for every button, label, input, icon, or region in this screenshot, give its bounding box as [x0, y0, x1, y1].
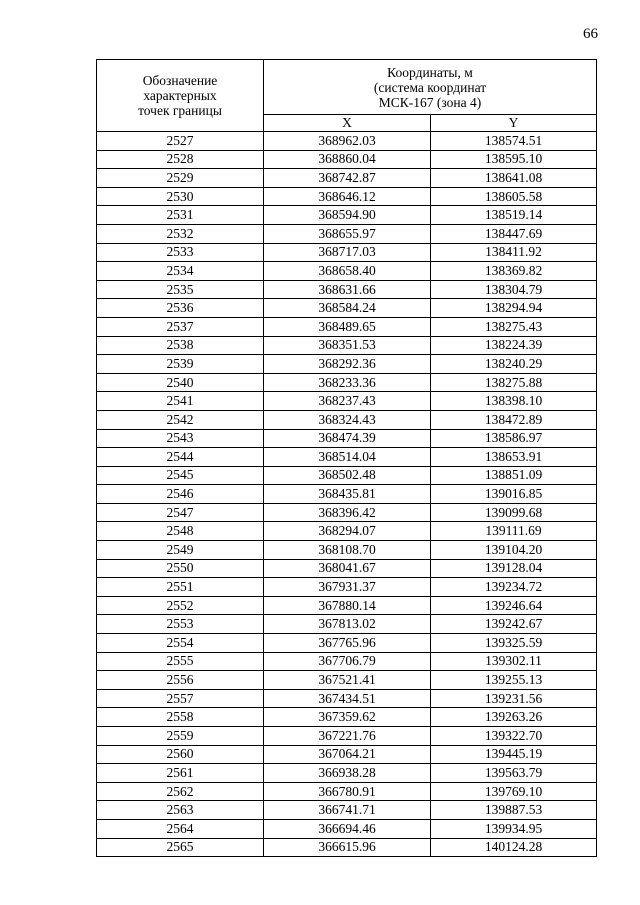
point-number-cell: 2544 [97, 448, 264, 467]
point-number-cell: 2557 [97, 689, 264, 708]
y-coordinate-cell: 139255.13 [431, 671, 597, 690]
coordinates-header [264, 60, 597, 115]
y-coordinate-cell: 139246.64 [431, 596, 597, 615]
point-number-cell: 2540 [97, 373, 264, 392]
point-number-cell: 2547 [97, 503, 264, 522]
y-coordinate-cell: 139302.11 [431, 652, 597, 671]
x-coordinate-cell: 368717.03 [264, 243, 431, 262]
y-coordinate-cell: 138605.58 [431, 187, 597, 206]
point-number-cell: 2528 [97, 150, 264, 169]
table-header [97, 60, 597, 132]
point-number-cell: 2549 [97, 541, 264, 560]
point-number-cell: 2548 [97, 522, 264, 541]
table-row [97, 689, 597, 708]
x-coordinate-cell: 368041.67 [264, 559, 431, 578]
point-number-cell: 2535 [97, 280, 264, 299]
y-coordinate-cell: 139111.69 [431, 522, 597, 541]
table-row [97, 392, 597, 411]
x-coordinate-cell: 368658.40 [264, 262, 431, 281]
designation-header [97, 60, 264, 132]
point-number-cell: 2546 [97, 485, 264, 504]
point-number-cell: 2561 [97, 764, 264, 783]
table-row [97, 429, 597, 448]
point-number-cell: 2532 [97, 224, 264, 243]
point-number-cell: 2554 [97, 634, 264, 653]
point-number-cell: 2545 [97, 466, 264, 485]
table-row [97, 522, 597, 541]
y-coordinate-cell: 139099.68 [431, 503, 597, 522]
point-number-cell: 2558 [97, 708, 264, 727]
y-coordinate-cell: 139104.20 [431, 541, 597, 560]
table-row [97, 280, 597, 299]
x-coordinate-cell: 368324.43 [264, 410, 431, 429]
x-coordinate-cell: 368631.66 [264, 280, 431, 299]
point-number-cell: 2565 [97, 838, 264, 857]
y-coordinate-cell: 138398.10 [431, 392, 597, 411]
point-number-cell: 2531 [97, 206, 264, 225]
coordinates-header-line: МСК-167 (зона 4) [378, 94, 482, 110]
table-row [97, 410, 597, 429]
coordinates-header-line: (система координат [373, 79, 487, 95]
table-row [97, 206, 597, 225]
table-row [97, 559, 597, 578]
y-coordinate-cell: 138641.08 [431, 169, 597, 188]
table-row [97, 224, 597, 243]
designation-header-line: Обозначение [142, 73, 218, 88]
y-coordinate-cell: 139563.79 [431, 764, 597, 783]
point-number-cell: 2559 [97, 727, 264, 746]
x-coordinate-cell: 368594.90 [264, 206, 431, 225]
y-coordinate-cell: 139128.04 [431, 559, 597, 578]
y-coordinate-cell: 138595.10 [431, 150, 597, 169]
table-row [97, 615, 597, 634]
y-coordinate-cell: 138574.51 [431, 132, 597, 151]
y-coordinate-cell: 138275.43 [431, 317, 597, 336]
y-coordinate-cell: 139322.70 [431, 727, 597, 746]
table-row [97, 764, 597, 783]
table-body [97, 132, 597, 857]
x-coordinate-cell: 368233.36 [264, 373, 431, 392]
coordinates-table [96, 59, 597, 857]
table-row [97, 355, 597, 374]
point-number-cell: 2560 [97, 745, 264, 764]
y-coordinate-cell: 139887.53 [431, 801, 597, 820]
y-coordinate-cell: 138240.29 [431, 355, 597, 374]
point-number-cell: 2553 [97, 615, 264, 634]
point-number-cell: 2542 [97, 410, 264, 429]
x-coordinate-cell: 368646.12 [264, 187, 431, 206]
y-coordinate-cell: 139263.26 [431, 708, 597, 727]
x-coordinate-cell: 368474.39 [264, 429, 431, 448]
y-coordinate-cell: 139325.59 [431, 634, 597, 653]
y-coordinate-cell: 138447.69 [431, 224, 597, 243]
table-row [97, 336, 597, 355]
table-row [97, 634, 597, 653]
table-row [97, 299, 597, 318]
x-coordinate-cell: 366741.71 [264, 801, 431, 820]
x-coordinate-cell: 366780.91 [264, 782, 431, 801]
table-row [97, 541, 597, 560]
x-coordinate-cell: 368396.42 [264, 503, 431, 522]
point-number-cell: 2537 [97, 317, 264, 336]
x-coordinate-cell: 368292.36 [264, 355, 431, 374]
table-row [97, 727, 597, 746]
point-number-cell: 2552 [97, 596, 264, 615]
table-row [97, 578, 597, 597]
table-row [97, 745, 597, 764]
point-number-cell: 2564 [97, 819, 264, 838]
point-number-cell: 2555 [97, 652, 264, 671]
x-coordinate-cell: 368962.03 [264, 132, 431, 151]
x-coordinate-cell: 367221.76 [264, 727, 431, 746]
point-number-cell: 2550 [97, 559, 264, 578]
x-coordinate-cell: 366694.46 [264, 819, 431, 838]
coordinates-header-line: Координаты, м [387, 64, 473, 80]
table-row [97, 801, 597, 820]
point-number-cell: 2551 [97, 578, 264, 597]
table-row [97, 708, 597, 727]
table-row [97, 782, 597, 801]
table-row [97, 838, 597, 857]
y-column-header: Y [431, 115, 597, 132]
table-row [97, 132, 597, 151]
x-coordinate-cell: 366938.28 [264, 764, 431, 783]
table-row [97, 262, 597, 281]
point-number-cell: 2541 [97, 392, 264, 411]
x-coordinate-cell: 367706.79 [264, 652, 431, 671]
x-coordinate-cell: 368108.70 [264, 541, 431, 560]
table-row [97, 150, 597, 169]
y-coordinate-cell: 138472.89 [431, 410, 597, 429]
x-coordinate-cell: 367880.14 [264, 596, 431, 615]
designation-header-line: точек границы [138, 103, 222, 118]
designation-header-line: характерных [143, 88, 217, 103]
table-row [97, 652, 597, 671]
x-coordinate-cell: 368489.65 [264, 317, 431, 336]
point-number-cell: 2562 [97, 782, 264, 801]
x-coordinate-cell: 367813.02 [264, 615, 431, 634]
x-coordinate-cell: 367434.51 [264, 689, 431, 708]
x-coordinate-cell: 368435.81 [264, 485, 431, 504]
y-coordinate-cell: 138411.92 [431, 243, 597, 262]
table-row [97, 503, 597, 522]
x-coordinate-cell: 367521.41 [264, 671, 431, 690]
x-coordinate-cell: 368294.07 [264, 522, 431, 541]
x-column-header: X [264, 115, 431, 132]
point-number-cell: 2539 [97, 355, 264, 374]
point-number-cell: 2530 [97, 187, 264, 206]
x-coordinate-cell: 368860.04 [264, 150, 431, 169]
point-number-cell: 2543 [97, 429, 264, 448]
x-coordinate-cell: 368514.04 [264, 448, 431, 467]
table-row [97, 448, 597, 467]
x-coordinate-cell: 368502.48 [264, 466, 431, 485]
point-number-cell: 2556 [97, 671, 264, 690]
table-row [97, 243, 597, 262]
table-row [97, 819, 597, 838]
y-coordinate-cell: 139445.19 [431, 745, 597, 764]
x-coordinate-cell: 368655.97 [264, 224, 431, 243]
x-coordinate-cell: 368351.53 [264, 336, 431, 355]
point-number-cell: 2527 [97, 132, 264, 151]
x-coordinate-cell: 367931.37 [264, 578, 431, 597]
y-coordinate-cell: 139769.10 [431, 782, 597, 801]
y-coordinate-cell: 138519.14 [431, 206, 597, 225]
point-number-cell: 2538 [97, 336, 264, 355]
y-coordinate-cell: 139234.72 [431, 578, 597, 597]
y-coordinate-cell: 138224.39 [431, 336, 597, 355]
y-coordinate-cell: 139016.85 [431, 485, 597, 504]
table-row [97, 317, 597, 336]
table-row [97, 671, 597, 690]
table-row [97, 169, 597, 188]
table-row [97, 187, 597, 206]
page-number: 66 [583, 26, 598, 42]
y-coordinate-cell: 138369.82 [431, 262, 597, 281]
y-coordinate-cell: 139231.56 [431, 689, 597, 708]
y-coordinate-cell: 138304.79 [431, 280, 597, 299]
table-row [97, 466, 597, 485]
x-coordinate-cell: 368584.24 [264, 299, 431, 318]
y-coordinate-cell: 138851.09 [431, 466, 597, 485]
x-coordinate-cell: 366615.96 [264, 838, 431, 857]
table-row [97, 373, 597, 392]
x-coordinate-cell: 367064.21 [264, 745, 431, 764]
x-coordinate-cell: 368237.43 [264, 392, 431, 411]
y-coordinate-cell: 138586.97 [431, 429, 597, 448]
y-coordinate-cell: 139934.95 [431, 819, 597, 838]
table-row [97, 485, 597, 504]
point-number-cell: 2563 [97, 801, 264, 820]
table-row [97, 596, 597, 615]
point-number-cell: 2536 [97, 299, 264, 318]
x-coordinate-cell: 368742.87 [264, 169, 431, 188]
y-coordinate-cell: 138653.91 [431, 448, 597, 467]
y-coordinate-cell: 138294.94 [431, 299, 597, 318]
point-number-cell: 2534 [97, 262, 264, 281]
point-number-cell: 2533 [97, 243, 264, 262]
point-number-cell: 2529 [97, 169, 264, 188]
x-coordinate-cell: 367765.96 [264, 634, 431, 653]
y-coordinate-cell: 140124.28 [431, 838, 597, 857]
y-coordinate-cell: 138275.88 [431, 373, 597, 392]
y-coordinate-cell: 139242.67 [431, 615, 597, 634]
x-coordinate-cell: 367359.62 [264, 708, 431, 727]
